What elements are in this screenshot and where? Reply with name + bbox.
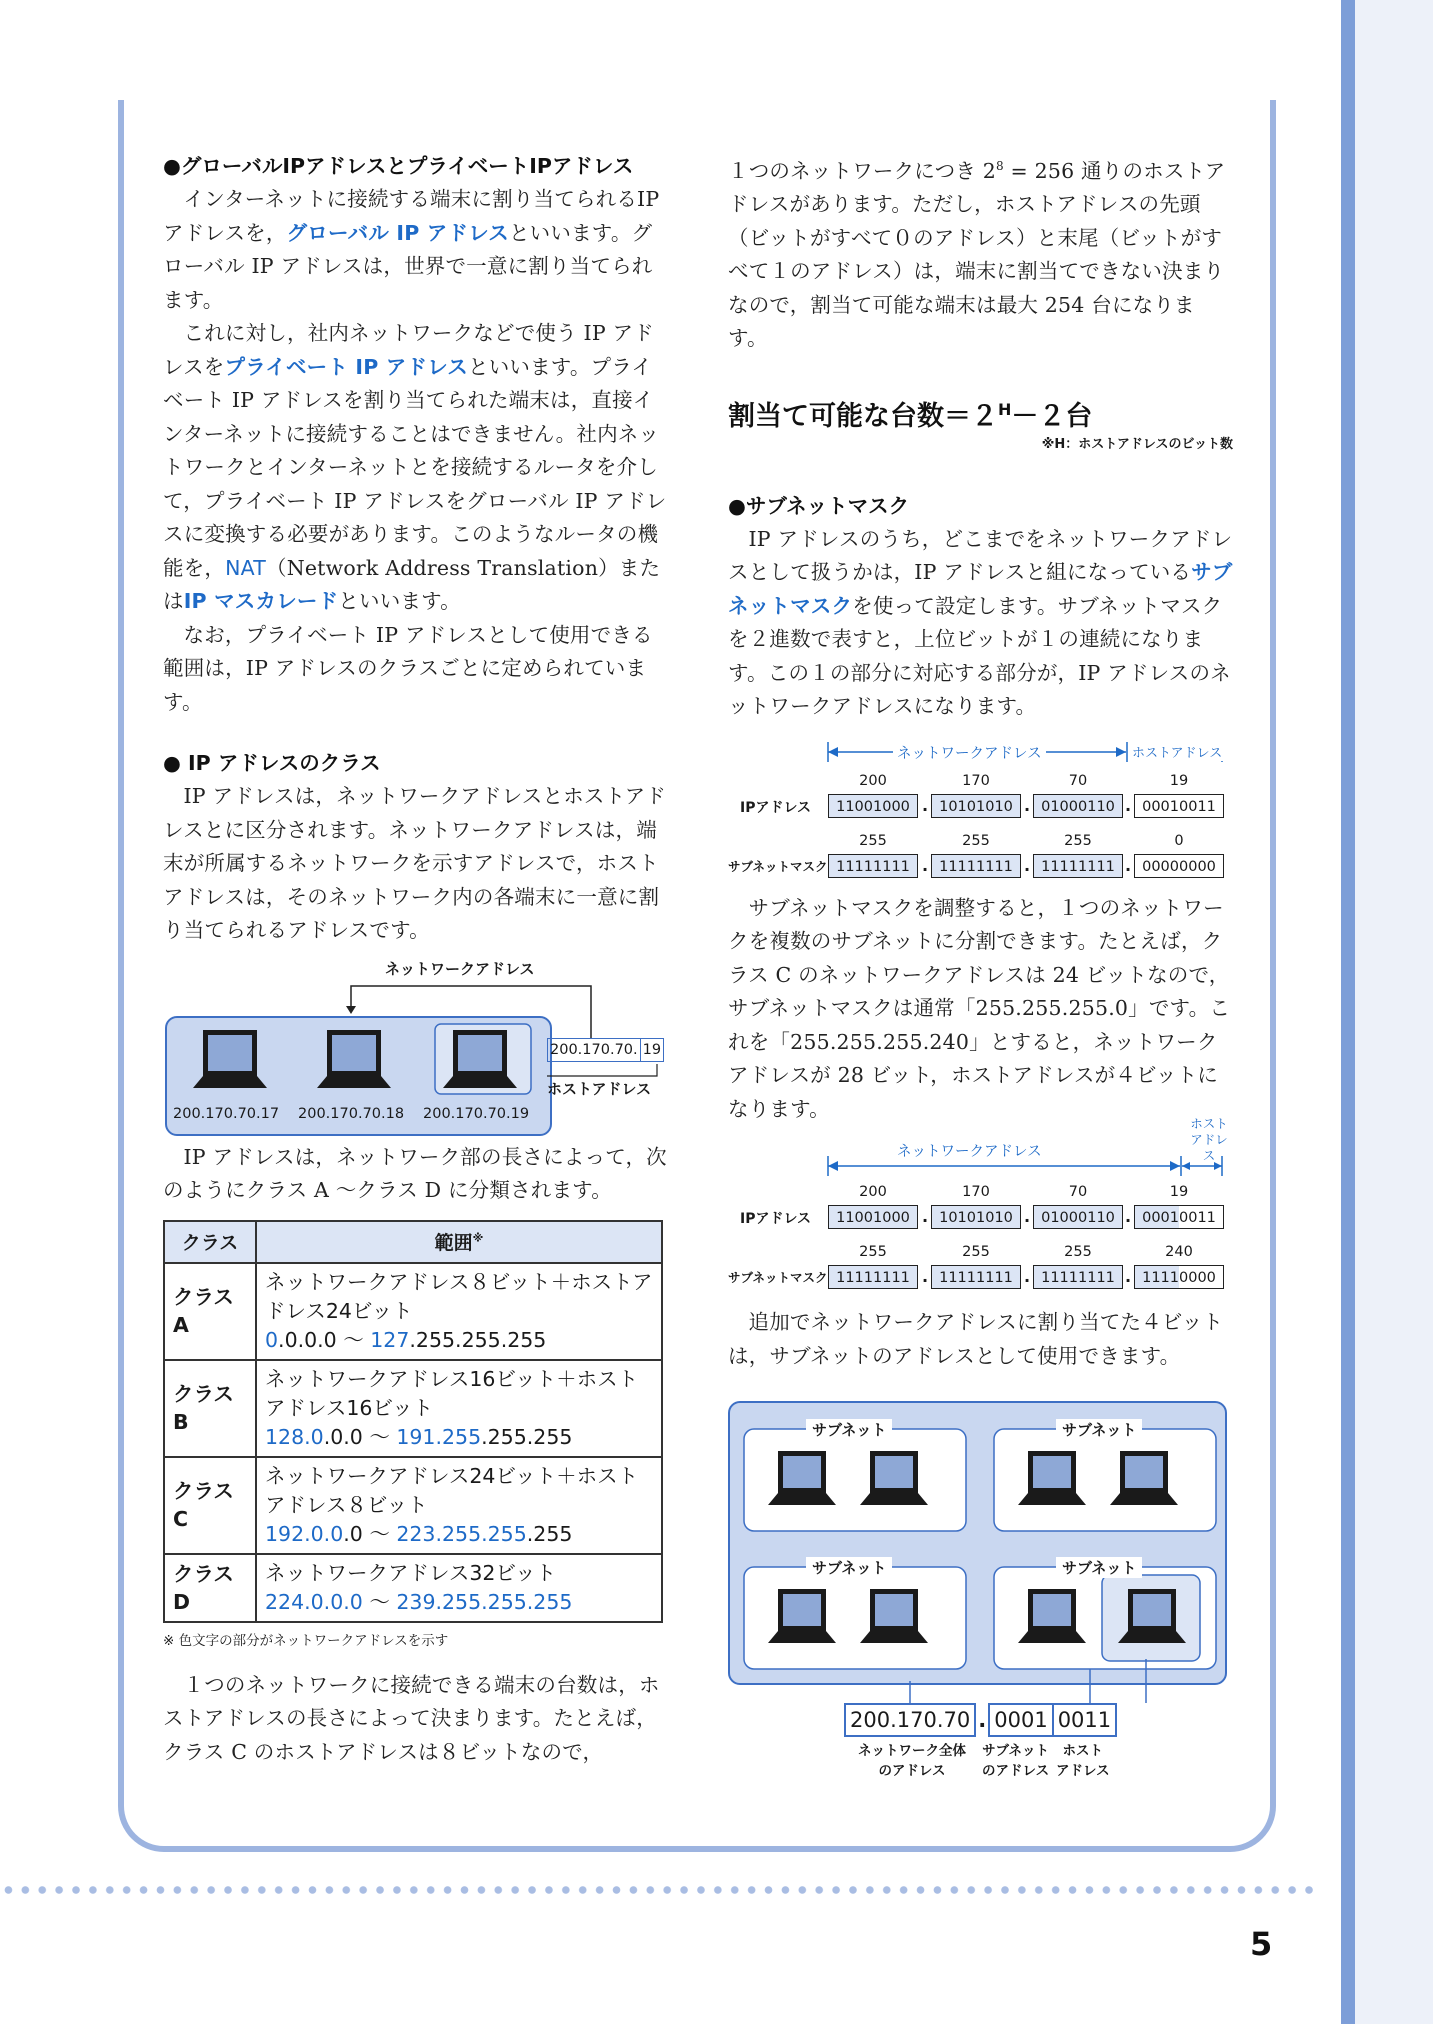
ip-octet: 11001000 <box>828 1205 918 1229</box>
ip-row-label: IPアドレス <box>740 1211 812 1228</box>
class-range: ネットワークアドレス８ビット＋ホストアドレス24ビット 0.0.0.0 ～ 127.255.255.255 <box>256 1263 662 1360</box>
network-host-diagram <box>163 958 670 1123</box>
keyword-global-ip: グローバル IP アドレス <box>286 220 509 245</box>
class-range: ネットワークアドレス16ビット＋ホストアドレス16ビット 128.0.0.0 ～ 191.255.255.255 <box>256 1360 662 1457</box>
class-name: クラス B <box>164 1360 256 1457</box>
ip-class-table <box>163 1220 663 1623</box>
keyword-nat: NAT <box>225 555 266 580</box>
dot: . <box>1125 855 1132 875</box>
mask-octet: 11110000 <box>1134 1265 1224 1289</box>
network-address-label: ネットワークアドレス <box>385 959 535 978</box>
mask-row-label: サブネットマスク <box>728 1270 828 1286</box>
caption-subnet: サブネット のアドレス <box>982 1743 1050 1780</box>
table-note: ※ 色文字の部分がネットワークアドレスを示す <box>163 1632 449 1649</box>
paragraph-private-range: なお，プライベート IP アドレスとして使用できる範囲は，IP アドレスのクラスごとに定められています。 <box>163 622 653 714</box>
class-name: クラス C <box>164 1457 256 1554</box>
dot: . <box>1024 1207 1031 1227</box>
mask-octet: 11111111 <box>1033 1265 1123 1289</box>
subnet-diagram <box>728 1401 1233 1811</box>
ip-octet: 00010011 <box>1134 1205 1224 1229</box>
ip-dec: 170 <box>962 772 990 789</box>
ip-dec: 200 <box>859 1184 887 1201</box>
header-range: 範囲※ <box>256 1221 662 1263</box>
mask-octet: 00000000 <box>1134 854 1224 878</box>
right-column <box>728 150 1233 1811</box>
address-host-part: 19 <box>641 1038 664 1062</box>
paragraph-subnet-mask: IP アドレスのうち，どこまでをネットワークアドレスとして扱うかは，IP アドレスと組になっているサブネットマスクを使って設定します。サブネットマスクを２進数で表すと，上位ビットが１の連続になります。この１の部分に対応する部分が，IP アドレスのネットワークアドレスになります。 <box>728 526 1233 719</box>
left-column <box>163 150 670 1769</box>
host-address-arrow-label: ホストアドレス <box>1128 742 1226 761</box>
mask-dec: 255 <box>1064 832 1092 849</box>
address-network-part: 200.170.70. <box>547 1038 641 1062</box>
table-row <box>164 1457 662 1554</box>
mask-octet: 11111111 <box>828 854 918 878</box>
pc-address-3: 200.170.70.19 <box>423 1105 530 1122</box>
section-title-subnet-mask: ●サブネットマスク <box>728 493 910 518</box>
dot: . <box>978 1708 987 1733</box>
mask-octet: 11111111 <box>931 1265 1021 1289</box>
ip-dec: 19 <box>1169 1184 1189 1201</box>
keyword-subnet-mask: サブネットマスク <box>728 560 1233 618</box>
caption-host: ホスト アドレス <box>1056 1743 1110 1780</box>
paragraph-subnetting: サブネットマスクを調整すると，１つのネットワークを複数のサブネットに分割できます。たとえば，クラス C のネットワークアドレスは 24 ビットなので，サブネットマスクは通常「255.255.255.0」です。これを「255.255.255.240」とすると，ネットワークアドレスが 28 ビット，ホストアドレスが４ビットになります。 <box>728 895 1231 1121</box>
paragraph-global-ip: インターネットに接続する端末に割り当てられるIPアドレスを，グローバル IP アドレスといいます。グローバル IP アドレスは，世界で一意に割り当てられます。 <box>163 187 660 312</box>
class-name: クラス A <box>164 1263 256 1360</box>
pc-address-2: 200.170.70.18 <box>298 1105 405 1122</box>
mask-octet: 11111111 <box>1033 854 1123 878</box>
paragraph-subnet-bits: 追加でネットワークアドレスに割り当てた４ビットは，サブネットのアドレスとして使用できます。 <box>728 1310 1224 1368</box>
subnet-label: サブネット <box>806 1557 892 1578</box>
keyword-ip-masquerade: IP マスカレード <box>183 589 339 613</box>
net-address-arrow-label: ネットワークアドレス <box>893 1140 1046 1161</box>
ip-dec: 70 <box>1068 1184 1088 1201</box>
host-address-label: ホストアドレス <box>547 1079 652 1098</box>
class-range: ネットワークアドレス32ビット 224.0.0.0 ～ 239.255.255.255 <box>256 1554 662 1622</box>
table-row <box>164 1263 662 1360</box>
subnet-address-host: 0011 <box>1054 1703 1117 1737</box>
subnet-label: サブネット <box>1056 1419 1142 1440</box>
dot: . <box>1125 795 1132 815</box>
dot: . <box>1024 795 1031 815</box>
ip-mask-diagram-1 <box>728 728 1233 878</box>
subnet-address-net: 200.170.70 <box>844 1703 976 1737</box>
table-row <box>164 1554 662 1622</box>
ip-octet: 11001000 <box>828 794 918 818</box>
header-class: クラス <box>164 1221 256 1263</box>
ip-octet: 10101010 <box>931 1205 1021 1229</box>
paragraph-private-ip: これに対し，社内ネットワークなどで使う IP アドレスをプライベート IP アドレスといいます。プライベート IP アドレスを割り当てられた端末は，直接インターネットに接続することはできません。社内ネットワークとインターネットとを接続するルータを介して，プライベート IP アドレスをグローバル IP アドレスに変換する必要があります。このようなルータの機能を，NAT（Network Address Translation）またはIP マスカレードといいます。 <box>163 321 667 613</box>
ip-dec: 200 <box>859 772 887 789</box>
mask-dec: 240 <box>1165 1244 1193 1261</box>
subnet-label: サブネット <box>1056 1557 1142 1578</box>
keyword-private-ip: プライベート IP アドレス <box>224 354 468 379</box>
ip-mask-diagram-2 <box>728 1116 1233 1292</box>
host-address-arrow-label: ホスト アドレス <box>1190 1116 1228 1164</box>
class-name: クラス D <box>164 1554 256 1622</box>
mask-dec: 255 <box>859 832 887 849</box>
dot: . <box>1024 855 1031 875</box>
paragraph-host-count: １つのネットワークに接続できる端末の台数は，ホストアドレスの長さによって決まります。たとえば，クラス C のホストアドレスは８ビットなので， <box>163 1672 660 1764</box>
page-number: 5 <box>1250 1925 1273 1963</box>
pc-address-1: 200.170.70.17 <box>173 1105 280 1122</box>
subnet-label: サブネット <box>806 1419 892 1440</box>
ip-dec: 19 <box>1169 772 1189 789</box>
mask-dec: 0 <box>1174 832 1184 849</box>
ip-dec: 170 <box>962 1184 990 1201</box>
dot: . <box>1125 1207 1132 1227</box>
dotted-divider <box>0 1884 1320 1896</box>
paragraph-network-host: IP アドレスは，ネットワークアドレスとホストアドレスとに区分されます。ネットワークアドレスは，端末が所属するネットワークを示すアドレスで，ホストアドレスは，そのネットワーク内の各端末に一意に割り当てられるアドレスです。 <box>163 784 667 942</box>
mask-dec: 255 <box>859 1244 887 1261</box>
mask-dec: 255 <box>962 1244 990 1261</box>
net-address-arrow-label: ネットワークアドレス <box>893 742 1046 763</box>
ip-dec: 70 <box>1068 772 1088 789</box>
mask-row-label: サブネットマスク <box>728 858 828 874</box>
dot: . <box>922 1267 929 1287</box>
table-header <box>164 1221 662 1263</box>
page-sidebar-line <box>1341 0 1355 2024</box>
dot: . <box>922 855 929 875</box>
ip-octet: 00010011 <box>1134 794 1224 818</box>
section-title-global-private: ●グローバルIPアドレスとプライベートIPアドレス <box>163 154 634 178</box>
mask-octet: 11111111 <box>828 1265 918 1289</box>
ip-octet: 10101010 <box>931 794 1021 818</box>
formula: 割当て可能な台数$=2^H-2$台 <box>728 399 1093 432</box>
paragraph-256-hosts: １つのネットワークにつき $2^8 = 256$ 通りのホストアドレスがあります。ただし，ホストアドレスの先頭（ビットがすべて０のアドレス）と末尾（ビットがすべて１のアドレス）は，端末に割当てできない決まりなので，割当て可能な端末は最大 254 台になります。 <box>728 158 1226 351</box>
dot: . <box>1024 1267 1031 1287</box>
mask-octet: 11111111 <box>931 854 1021 878</box>
paragraph-class-intro: IP アドレスは，ネットワーク部の長さによって，次のようにクラス A ～クラス D に分類されます。 <box>163 1144 667 1202</box>
ip-row-label: IPアドレス <box>740 799 812 816</box>
dot: . <box>922 795 929 815</box>
caption-network: ネットワーク全体 のアドレス <box>858 1743 966 1780</box>
section-title-ip-class: ● IP アドレスのクラス <box>163 751 381 775</box>
ip-octet: 01000110 <box>1033 794 1123 818</box>
formula-note: ※H：ホストアドレスのビット数 <box>1041 436 1233 452</box>
ip-octet: 01000110 <box>1033 1205 1123 1229</box>
class-range: ネットワークアドレス24ビット＋ホストアドレス８ビット 192.0.0.0 ～ 223.255.255.255 <box>256 1457 662 1554</box>
table-row <box>164 1360 662 1457</box>
subnet-pointers <box>728 1401 1233 1811</box>
subnet-address-subnet: 0001 <box>988 1703 1053 1737</box>
mask-dec: 255 <box>962 832 990 849</box>
dot: . <box>1125 1267 1132 1287</box>
dot: . <box>922 1207 929 1227</box>
subnet-address-box <box>844 1703 1117 1737</box>
mask-dec: 255 <box>1064 1244 1092 1261</box>
